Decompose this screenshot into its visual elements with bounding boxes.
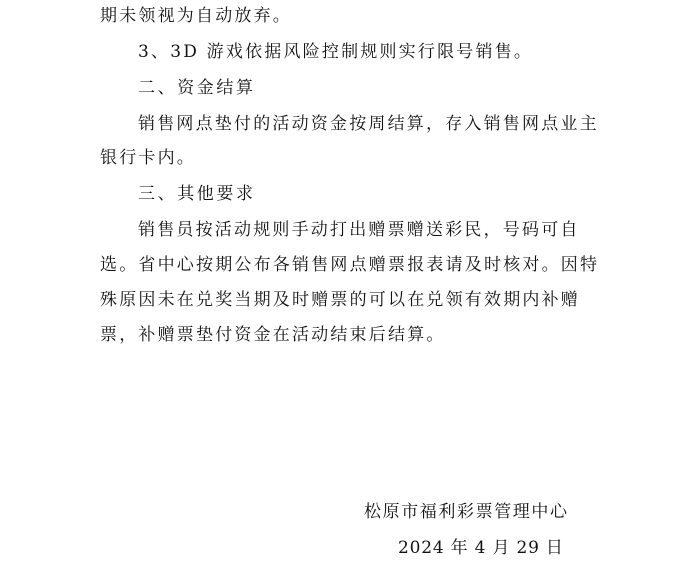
paragraph-line: 销售员按活动规则手动打出赠票赠送彩民，号码可自 [138,220,580,240]
signature-date: 2024 年 4 月 29 日 [398,538,564,558]
signature-organization: 松原市福利彩票管理中心 [364,502,569,522]
paragraph-line: 票，补赠票垫付资金在活动结束后结算。 [100,325,446,345]
paragraph-line: 银行卡内。 [100,148,196,168]
paragraph-line: 期未领视为自动放弃。 [100,6,292,26]
section-heading-funds-settlement: 二、资金结算 [138,78,256,98]
paragraph-line: 3、3D 游戏依据风险控制规则实行限号销售。 [138,42,534,62]
section-heading-other-requirements: 三、其他要求 [138,184,256,204]
paragraph-line: 销售网点垫付的活动资金按周结算，存入销售网点业主 [138,114,599,134]
paragraph-line: 殊原因未在兑奖当期及时赠票的可以在兑领有效期内补赠 [100,290,580,310]
paragraph-line: 选。省中心按期公布各销售网点赠票报表请及时核对。因特 [100,255,600,275]
